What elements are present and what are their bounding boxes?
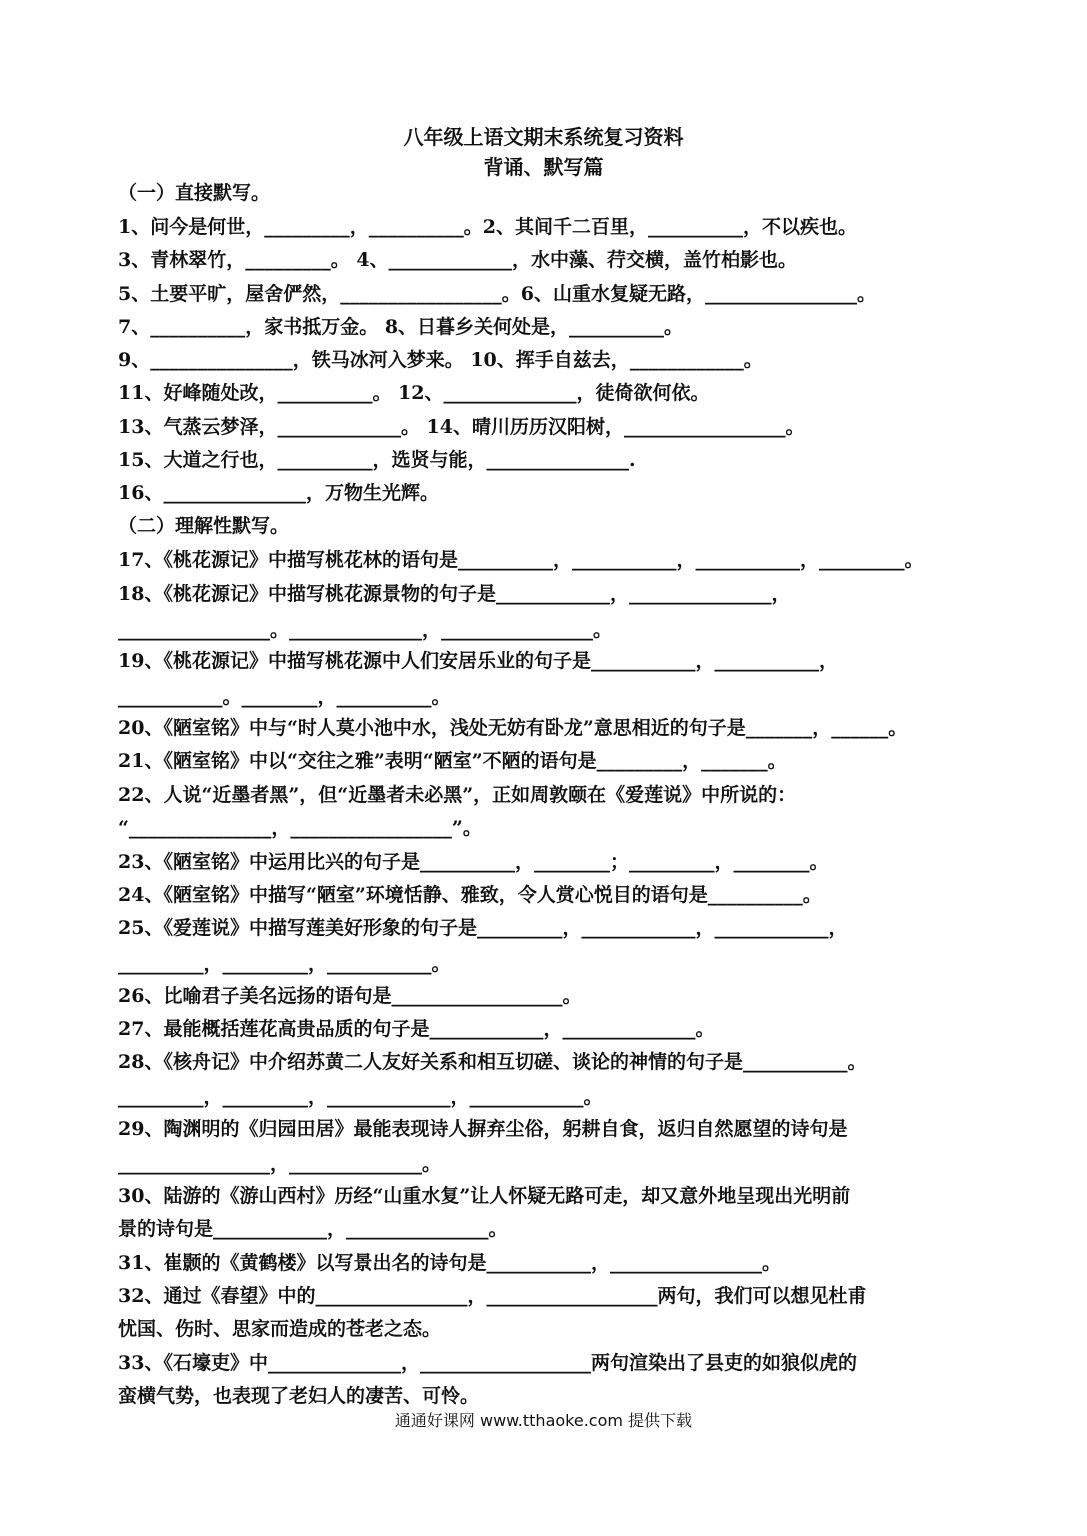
question-line: 21、《陋室铭》中以“交往之雅”表明“陋室”不陋的语句是_________，_______。 (118, 750, 787, 772)
question-line: 33、《石壕吏》中______________，__________________两句渲染出了县吏的如狼似虎的 (118, 1352, 857, 1374)
question-line: 17、《桃花源记》中描写桃花林的语句是__________，___________，___________，_________。 (118, 549, 924, 571)
question-line: 16、_______________，万物生光辉。 (118, 482, 439, 504)
page-footer: 通通好课网 www.tthaoke.com 提供下载 (394, 1411, 693, 1430)
question-line: 31、崔颢的《黄鹤楼》以写景出名的诗句是___________，________________。 (118, 1252, 781, 1274)
question-line: 26、比喻君子美名远扬的语句是__________________。 (118, 985, 582, 1007)
question-line: 忧国、伤时、思家而造成的苍老之态。 (118, 1318, 442, 1340)
question-line: 蛮横气势，也表现了老妇人的凄苦、可怜。 (118, 1385, 480, 1407)
question-line: _________，_________，___________。 (118, 953, 451, 975)
question-line: 25、《爱莲说》中描写莲美好形象的句子是_________，____________，____________， (118, 917, 848, 939)
question-line: 27、最能概括莲花高贵品质的句子是____________，______________。 (118, 1018, 715, 1040)
question-line: ___________。________，__________。 (118, 686, 451, 708)
question-line: 18、《桃花源记》中描写桃花源景物的句子是____________，_______________， (118, 583, 791, 605)
question-line: 28、《核舟记》中介绍苏黄二人友好关系和相互切磋、谈论的神情的句子是___________。 (118, 1051, 867, 1073)
question-line: 11、好峰随处改，__________。 12、______________，徒倚欲何依。 (118, 382, 710, 404)
question-line: _________，_________，_____________，____________。 (118, 1086, 603, 1108)
question-line: 19、《桃花源记》中描写桃花源中人们安居乐业的句子是___________，___________， (118, 650, 838, 672)
question-line: 15、大道之行也，__________，选贤与能，_______________. (118, 449, 636, 471)
question-line: 30、陆游的《游山西村》历经“山重水复”让人怀疑无路可走，却又意外地呈现出光明前 (118, 1185, 851, 1207)
question-line: 29、陶渊明的《归园田居》最能表现诗人摒弃尘俗，躬耕自食，返归自然愿望的诗句是 (118, 1118, 848, 1140)
question-line: 1、问今是何世，_________，__________。2、其间千二百里，__________，不以疾也。 (118, 216, 857, 238)
section-heading-direct: （一）直接默写。 (118, 182, 271, 204)
question-line: 32、通过《春望》中的________________，__________________两句，我们可以想见杜甫 (118, 1285, 867, 1307)
document-subtitle: 背诵、默写篇 (483, 155, 604, 179)
question-line: ________________，______________。 (118, 1153, 442, 1175)
section-heading-comprehension: （二）理解性默写。 (118, 515, 290, 537)
question-line: 景的诗句是____________，_______________。 (118, 1218, 508, 1240)
question-line: 24、《陋室铭》中描写“陋室”环境恬静、雅致，令人赏心悦目的语句是__________。 (118, 884, 822, 906)
document-title: 八年级上语文期末系统复习资料 (403, 125, 684, 149)
question-line: 5、土要平旷，屋舍俨然，_________________。6、山重水复疑无路，________________。 (118, 283, 876, 305)
question-line: 3、青林翠竹，_________。 4、_____________，水中藻、荇交横，盖竹柏影也。 (118, 249, 798, 271)
question-line: 7、__________，家书抵万金。 8、日暮乡关何处是，__________。 (118, 316, 684, 338)
question-line: 13、气蒸云梦泽，_____________。 14、晴川历历汉阳树，_________________。 (118, 416, 805, 438)
question-line: 20、《陋室铭》中与“时人莫小池中水，浅处无妨有卧龙”意思相近的句子是_______，______。 (118, 717, 908, 739)
question-line: “_______________，_________________”。 (118, 817, 482, 839)
question-line: ________________。______________，________________。 (118, 619, 613, 641)
question-line: 22、人说“近墨者黑”，但“近墨者未必黑”，正如周敦颐在《爱莲说》中所说的： (118, 784, 797, 806)
question-line: 23、《陋室铭》中运用比兴的句子是__________，________；_________，________。 (118, 851, 829, 873)
question-line: 9、_______________，铁马冰河入梦来。 10、挥手自兹去，____________。 (118, 349, 763, 371)
